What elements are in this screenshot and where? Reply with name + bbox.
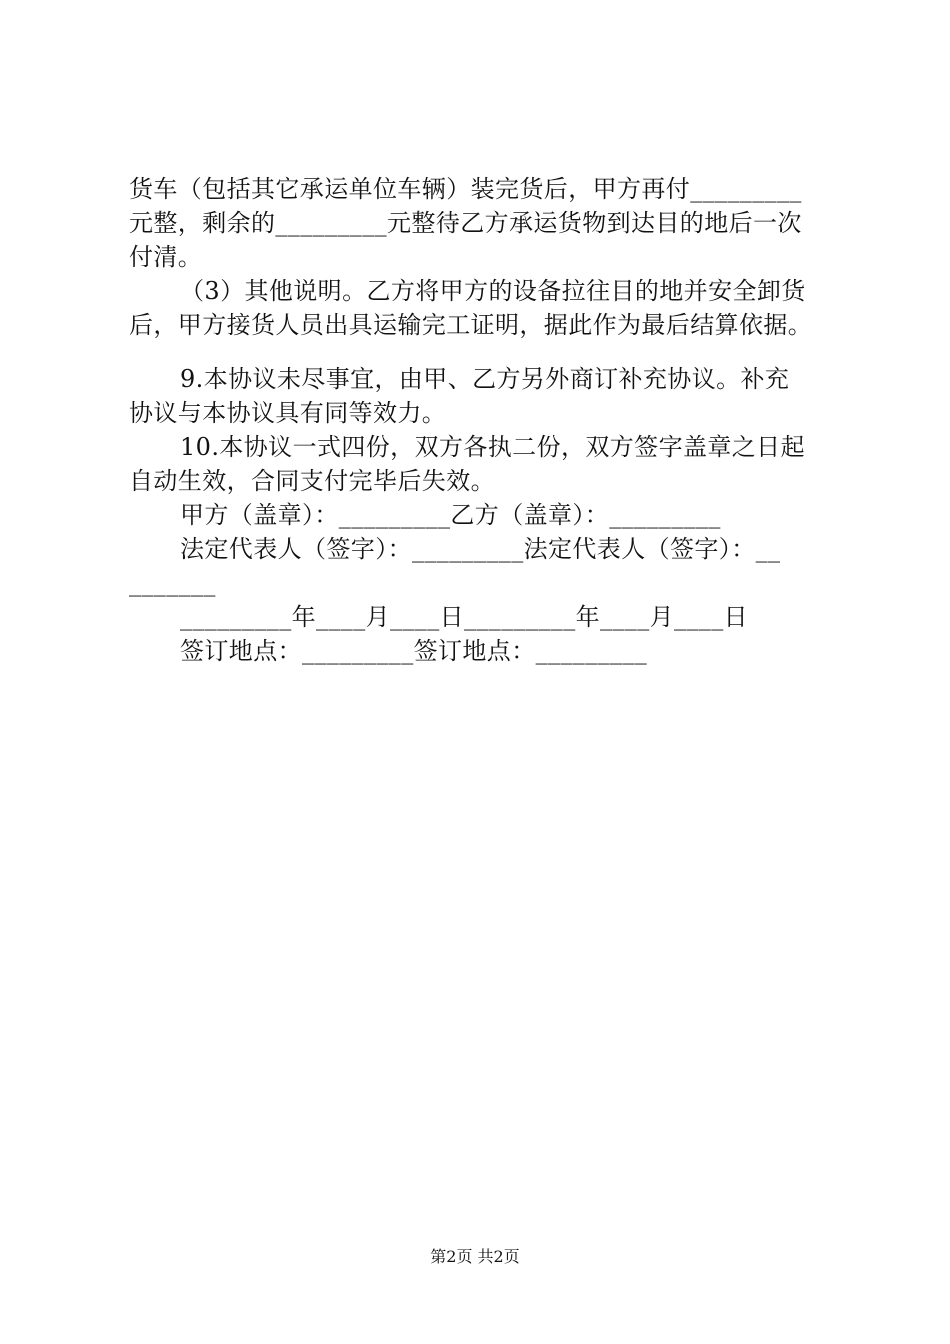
paragraph-line: 付清。 bbox=[129, 243, 203, 271]
paragraph-line: 货车（包括其它承运单位车辆）装完货后，甲方再付_________ bbox=[129, 175, 802, 203]
signature-line: 法定代表人（签字）：_________法定代表人（签字）：__ bbox=[180, 535, 781, 563]
signing-place-line: 签订地点：_________签订地点：_________ bbox=[180, 637, 648, 665]
clause-9-line: 协议与本协议具有同等效力。 bbox=[129, 399, 447, 427]
page-number-footer: 第2页 共2页 bbox=[430, 1247, 520, 1266]
seal-line: 甲方（盖章）：_________乙方（盖章）：_________ bbox=[180, 501, 721, 529]
clause-10-line: 自动生效，合同支付完毕后失效。 bbox=[129, 467, 495, 495]
date-line: _________年____月____日_________年____月____日 bbox=[180, 603, 748, 631]
signature-line-continued: _______ bbox=[129, 569, 216, 597]
paragraph-line: （3）其他说明。乙方将甲方的设备拉往目的地并安全卸货 bbox=[180, 277, 806, 305]
paragraph-line: 后，甲方接货人员出具运输完工证明，据此作为最后结算依据。 bbox=[129, 311, 813, 339]
paragraph-gap bbox=[129, 342, 834, 362]
document-body bbox=[129, 172, 834, 668]
clause-10-line: 10.本协议一式四份，双方各执二份，双方签字盖章之日起 bbox=[180, 433, 805, 461]
clause-9-line: 9.本协议未尽事宜，由甲、乙方另外商订补充协议。补充 bbox=[180, 365, 790, 393]
paragraph-line: 元整，剩余的_________元整待乙方承运货物到达目的地后一次 bbox=[129, 209, 802, 237]
